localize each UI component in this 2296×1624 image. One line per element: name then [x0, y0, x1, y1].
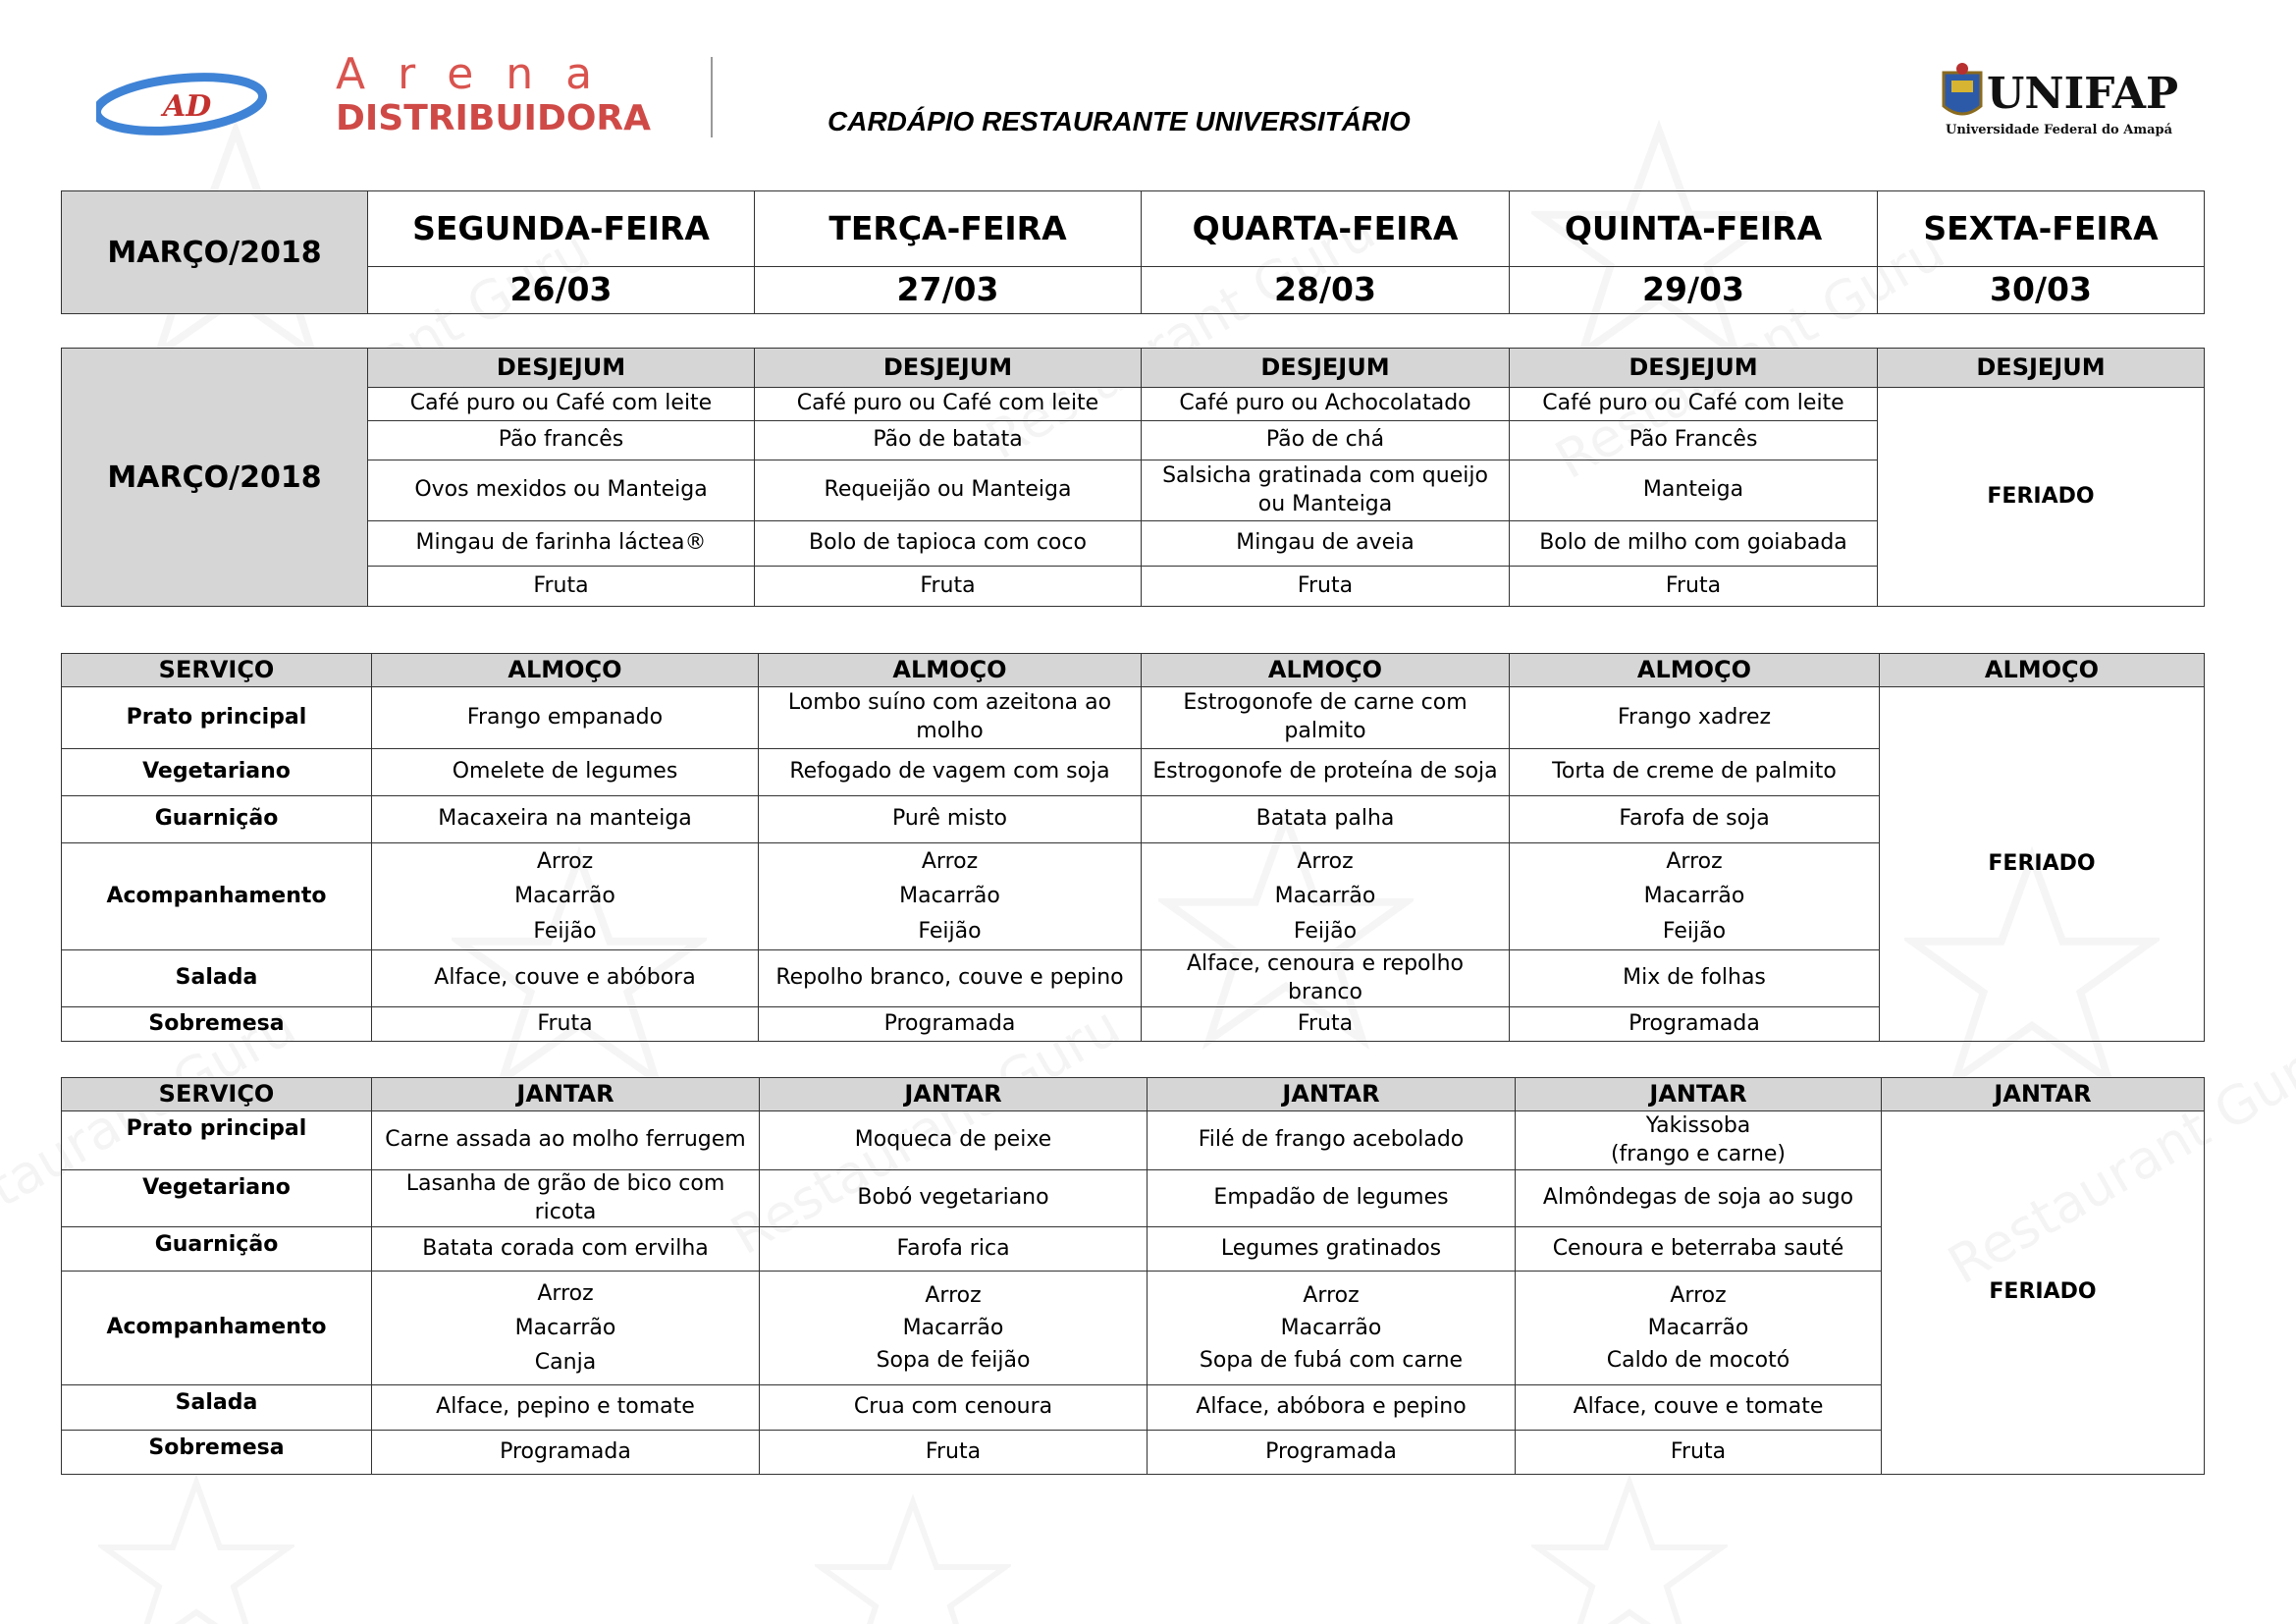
menu-cell: Crua com cenoura	[760, 1385, 1148, 1431]
lunch-table	[61, 653, 2205, 1042]
date-header-table	[61, 190, 2205, 314]
menu-cell: Fruta	[372, 1007, 759, 1042]
menu-cell: Farofa de soja	[1510, 796, 1880, 843]
side-dishes-cell	[1516, 1272, 1882, 1385]
menu-cell: Purê misto	[759, 796, 1142, 843]
service-label: Sobremesa	[62, 1007, 372, 1042]
side-dishes-cell	[372, 843, 759, 950]
menu-cell: Café puro ou Café com leite	[368, 388, 755, 421]
menu-cell: Pão Francês	[1510, 421, 1878, 460]
service-label: Salada	[62, 950, 372, 1007]
side-item: Arroz	[1670, 1283, 1727, 1309]
service-label: Prato principal	[62, 1111, 372, 1170]
side-item: Feijão	[1662, 918, 1727, 944]
menu-cell: Alface, pepino e tomate	[372, 1385, 760, 1431]
side-dishes-cell	[1510, 843, 1880, 950]
service-heading: SERVIÇO	[62, 654, 372, 687]
menu-cell: Alface, couve e abóbora	[372, 950, 759, 1007]
holiday-label: FERIADO	[1880, 687, 2205, 1042]
day-date: 30/03	[1878, 267, 2205, 314]
menu-cell: Café puro ou Achocolatado	[1142, 388, 1510, 421]
svg-text:AD: AD	[163, 89, 212, 124]
side-item: Macarrão	[899, 884, 1000, 909]
menu-cell: Fruta	[368, 567, 755, 607]
service-label: Prato principal	[62, 687, 372, 749]
day-name: QUINTA-FEIRA	[1510, 191, 1878, 267]
day-date: 28/03	[1142, 267, 1510, 314]
menu-cell: Alface, couve e tomate	[1516, 1385, 1882, 1431]
menu-cell: Cenoura e beterraba sauté	[1516, 1227, 1882, 1272]
side-item: Macarrão	[902, 1316, 1004, 1341]
service-heading: SERVIÇO	[62, 1078, 372, 1111]
day-date: 29/03	[1510, 267, 1878, 314]
menu-cell: Farofa rica	[760, 1227, 1148, 1272]
menu-cell: Legumes gratinados	[1148, 1227, 1516, 1272]
meal-heading: JANTAR	[760, 1078, 1148, 1111]
meal-heading: JANTAR	[1148, 1078, 1516, 1111]
menu-line: (frango e carne)	[1610, 1141, 1787, 1166]
menu-cell: Programada	[372, 1431, 760, 1475]
menu-cell: Programada	[1148, 1431, 1516, 1475]
service-label: Guarnição	[62, 796, 372, 843]
watermark-cutlery-icon	[815, 1492, 1011, 1624]
page-title: CARDÁPIO RESTAURANTE UNIVERSITÁRIO	[828, 106, 1411, 136]
menu-cell: Mingau de farinha láctea®	[368, 521, 755, 567]
holiday-label: FERIADO	[1878, 388, 2205, 607]
service-label: Salada	[62, 1385, 372, 1431]
menu-cell: Lasanha de grão de bico com ricota	[372, 1170, 760, 1227]
meal-heading: ALMOÇO	[1510, 654, 1880, 687]
menu-cell: Fruta	[1142, 1007, 1510, 1042]
menu-cell: Moqueca de peixe	[760, 1111, 1148, 1170]
menu-cell: Programada	[1510, 1007, 1880, 1042]
menu-cell: Café puro ou Café com leite	[1510, 388, 1878, 421]
menu-cell: Fruta	[755, 567, 1142, 607]
arena-brand-text: Arena	[336, 53, 625, 99]
side-item: Macarrão	[1280, 1316, 1382, 1341]
side-item: Macarrão	[514, 884, 615, 909]
side-item: Caldo de mocotó	[1606, 1348, 1790, 1374]
day-name: SEXTA-FEIRA	[1878, 191, 2205, 267]
menu-cell: Café puro ou Café com leite	[755, 388, 1142, 421]
meal-heading: DESJEJUM	[368, 349, 755, 388]
menu-cell: Requeijão ou Manteiga	[755, 460, 1142, 521]
side-dishes-cell	[1148, 1272, 1516, 1385]
side-dishes-cell	[760, 1272, 1148, 1385]
arena-distribuidora-logo	[96, 53, 724, 141]
side-item: Canja	[534, 1350, 597, 1376]
meal-heading: DESJEJUM	[1510, 349, 1878, 388]
menu-cell: Estrogonofe de proteína de soja	[1142, 749, 1510, 796]
unifap-brand-sub-text: Universidade Federal do Amapá	[1946, 123, 2173, 137]
menu-cell: Bolo de tapioca com coco	[755, 521, 1142, 567]
menu-cell: Filé de frango acebolado	[1148, 1111, 1516, 1170]
day-date: 27/03	[755, 267, 1142, 314]
service-label: Acompanhamento	[62, 843, 372, 950]
menu-cell: Almôndegas de soja ao sugo	[1516, 1170, 1882, 1227]
holiday-label: FERIADO	[1882, 1111, 2205, 1475]
menu-cell: Ovos mexidos ou Manteiga	[368, 460, 755, 521]
service-label: Guarnição	[62, 1227, 372, 1272]
menu-cell: Macaxeira na manteiga	[372, 796, 759, 843]
side-item: Arroz	[921, 849, 979, 875]
meal-heading: JANTAR	[1516, 1078, 1882, 1111]
day-date: 26/03	[368, 267, 755, 314]
side-dishes-cell	[372, 1272, 760, 1385]
menu-cell: Fruta	[1516, 1431, 1882, 1475]
menu-cell: Pão de batata	[755, 421, 1142, 460]
side-item: Macarrão	[1647, 1316, 1749, 1341]
meal-heading: ALMOÇO	[1880, 654, 2205, 687]
menu-cell: Repolho branco, couve e pepino	[759, 950, 1142, 1007]
watermark-cutlery-icon	[1531, 1473, 1728, 1624]
menu-cell: Batata palha	[1142, 796, 1510, 843]
side-item: Sopa de feijão	[876, 1348, 1031, 1374]
menu-cell: Fruta	[760, 1431, 1148, 1475]
dinner-table	[61, 1077, 2205, 1475]
menu-cell: Carne assada ao molho ferrugem	[372, 1111, 760, 1170]
menu-cell	[1516, 1111, 1882, 1170]
menu-cell: Alface, abóbora e pepino	[1148, 1385, 1516, 1431]
arena-brand-sub-text: DISTRIBUIDORA	[336, 98, 652, 138]
side-item: Feijão	[1293, 918, 1358, 944]
menu-cell: Mix de folhas	[1510, 950, 1880, 1007]
side-item: Feijão	[533, 918, 597, 944]
menu-cell: Frango xadrez	[1510, 687, 1880, 749]
day-name: QUARTA-FEIRA	[1142, 191, 1510, 267]
side-item: Sopa de fubá com carne	[1199, 1348, 1464, 1374]
menu-cell: Omelete de legumes	[372, 749, 759, 796]
side-dishes-cell	[759, 843, 1142, 950]
meal-heading: DESJEJUM	[755, 349, 1142, 388]
side-dishes-cell	[1142, 843, 1510, 950]
menu-line: Yakissoba	[1645, 1112, 1751, 1138]
meal-heading: ALMOÇO	[759, 654, 1142, 687]
menu-cell: Mingau de aveia	[1142, 521, 1510, 567]
side-item: Arroz	[536, 849, 594, 875]
menu-cell: Batata corada com ervilha	[372, 1227, 760, 1272]
side-item: Feijão	[918, 918, 982, 944]
side-item: Arroz	[1297, 849, 1354, 875]
month-label: MARÇO/2018	[62, 191, 368, 314]
meal-heading: DESJEJUM	[1142, 349, 1510, 388]
meal-heading: JANTAR	[1882, 1078, 2205, 1111]
menu-cell: Frango empanado	[372, 687, 759, 749]
menu-cell: Fruta	[1510, 567, 1878, 607]
side-item: Arroz	[1303, 1283, 1360, 1309]
day-name: SEGUNDA-FEIRA	[368, 191, 755, 267]
service-label: Vegetariano	[62, 749, 372, 796]
service-label: Acompanhamento	[62, 1272, 372, 1385]
menu-cell: Empadão de legumes	[1148, 1170, 1516, 1227]
menu-cell: Pão francês	[368, 421, 755, 460]
unifap-brand-text: UNIFAP	[1987, 69, 2179, 119]
unifap-logo	[1942, 57, 2187, 145]
menu-cell: Fruta	[1142, 567, 1510, 607]
menu-cell: Manteiga	[1510, 460, 1878, 521]
service-label: Vegetariano	[62, 1170, 372, 1227]
meal-heading: ALMOÇO	[372, 654, 759, 687]
menu-cell: Torta de creme de palmito	[1510, 749, 1880, 796]
watermark-cutlery-icon	[98, 1473, 294, 1624]
menu-cell: Estrogonofe de carne com palmito	[1142, 687, 1510, 749]
menu-cell: Refogado de vagem com soja	[759, 749, 1142, 796]
side-item: Macarrão	[514, 1316, 616, 1341]
side-item: Macarrão	[1643, 884, 1745, 909]
meal-heading: DESJEJUM	[1878, 349, 2205, 388]
menu-cell: Salsicha gratinada com queijo ou Manteiga	[1142, 460, 1510, 521]
menu-cell: Pão de chá	[1142, 421, 1510, 460]
menu-cell: Bobó vegetariano	[760, 1170, 1148, 1227]
menu-cell: Bolo de milho com goiabada	[1510, 521, 1878, 567]
meal-heading: JANTAR	[372, 1078, 760, 1111]
menu-cell: Lombo suíno com azeitona ao molho	[759, 687, 1142, 749]
meal-heading: ALMOÇO	[1142, 654, 1510, 687]
side-item: Arroz	[537, 1280, 594, 1306]
month-label: MARÇO/2018	[62, 349, 368, 607]
breakfast-table	[61, 348, 2205, 607]
side-item: Arroz	[925, 1283, 982, 1309]
day-name: TERÇA-FEIRA	[755, 191, 1142, 267]
service-label: Sobremesa	[62, 1431, 372, 1475]
side-item: Macarrão	[1274, 884, 1376, 909]
menu-cell: Programada	[759, 1007, 1142, 1042]
side-item: Arroz	[1666, 849, 1723, 875]
menu-cell: Alface, cenoura e repolho branco	[1142, 950, 1510, 1007]
